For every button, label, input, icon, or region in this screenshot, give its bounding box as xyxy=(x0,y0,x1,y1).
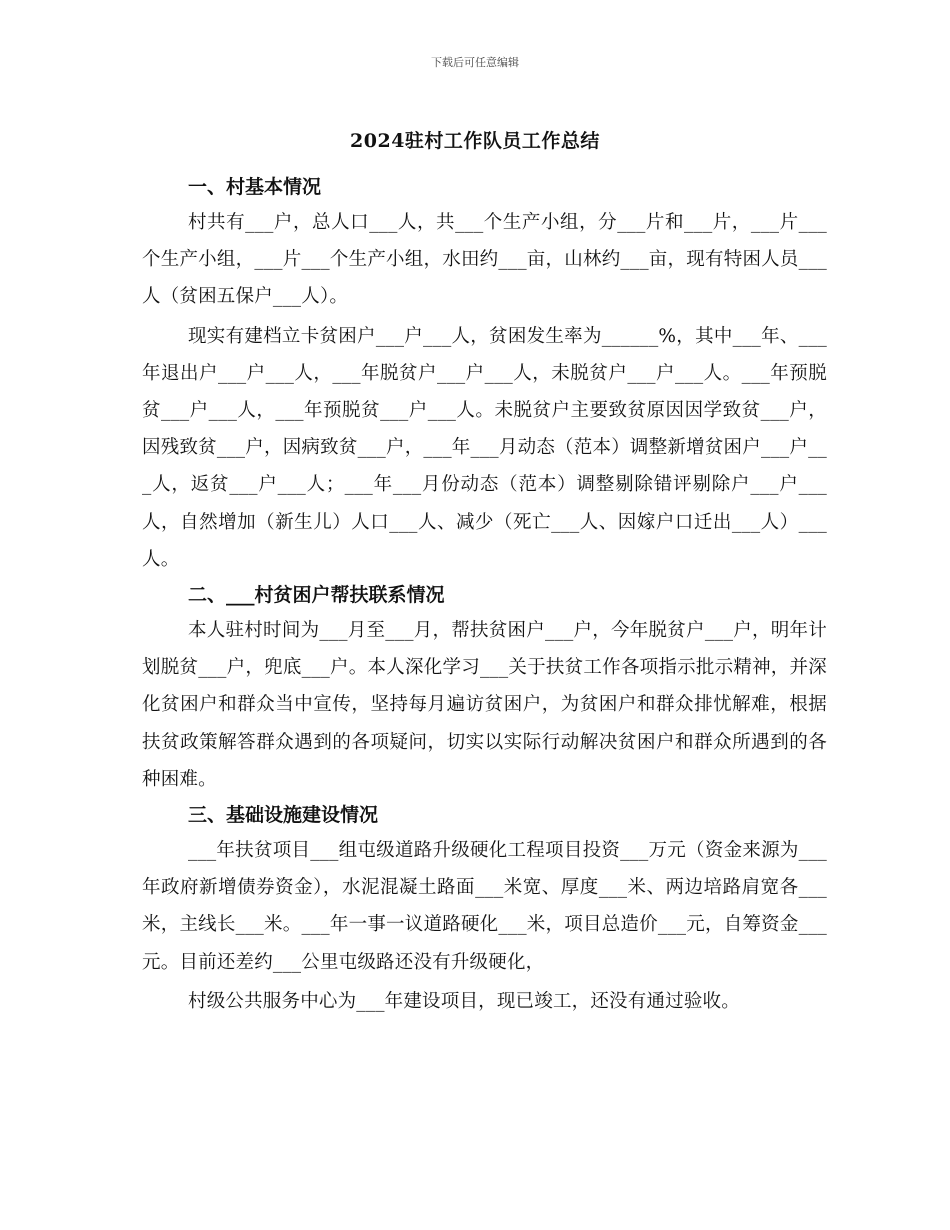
paragraph: 本人驻村时间为___月至___月，帮扶贫困户___户，今年脱贫户___户，明年计划脱贫___户，兜底___户。本人深化学习___关于扶贫工作各项指示批示精神，并深化贫困户和群众当中宣传，坚持每月遍访贫困户，为贫困户和群众排忧解难，根据扶贫政策解答群众遇到的各项疑问，切实以实际行动解决贫困户和群众所遇到的各种困难。 xyxy=(142,620,827,790)
document-body xyxy=(142,172,827,1022)
section-village-basic-info xyxy=(142,172,827,578)
section-poverty-assistance xyxy=(142,580,827,798)
section-infrastructure xyxy=(142,800,827,1020)
section-heading: 二、___村贫困户帮扶联系情况 xyxy=(188,584,445,607)
paragraph: 现实有建档立卡贫困户___户___人，贫困发生率为______%，其中___年、___年退出户___户___人，___年脱贫户___户___人，未脱贫户___户___人。___年预脱贫___户___人，___年预脱贫___户___人。未脱贫户主要致贫原因因学致贫___户，因残致贫___户，因病致贫___户，___年___月动态（范本）调整新增贫困户___户___人，返贫___户___人；___年___月份动态（范本）调整剔除错评剔除户___户___人，自然增加（新生儿）人口___人、减少（死亡___人、因嫁户口迁出___人）___人。 xyxy=(142,325,827,570)
section-heading: 一、村基本情况 xyxy=(188,176,322,198)
document-title: 2024驻村工作队员工作总结 xyxy=(350,130,600,152)
paragraph: ___年扶贫项目___组屯级道路升级硬化工程项目投资___万元（资金来源为___年政府新增债券资金），水泥混凝土路面___米宽、厚度___米、两边培路肩宽各___米，主线长___米。___年一事一议道路硬化___米，项目总造价___元，自筹资金___元。目前还差约___公里屯级路还没有升级硬化， xyxy=(142,840,827,973)
page-header-note: 下载后可任意编辑 xyxy=(431,56,519,69)
paragraph: 村级公共服务中心为___年建设项目，现已竣工，还没有通过验收。 xyxy=(188,990,740,1012)
paragraph: 村共有___户，总人口___人，共___个生产小组，分___片和___片，___片___个生产小组，___片___个生产小组，水田约___亩，山林约___亩，现有特困人员___人（贫困五保户___人）。 xyxy=(142,212,827,308)
section-heading: 三、基础设施建设情况 xyxy=(188,804,379,827)
